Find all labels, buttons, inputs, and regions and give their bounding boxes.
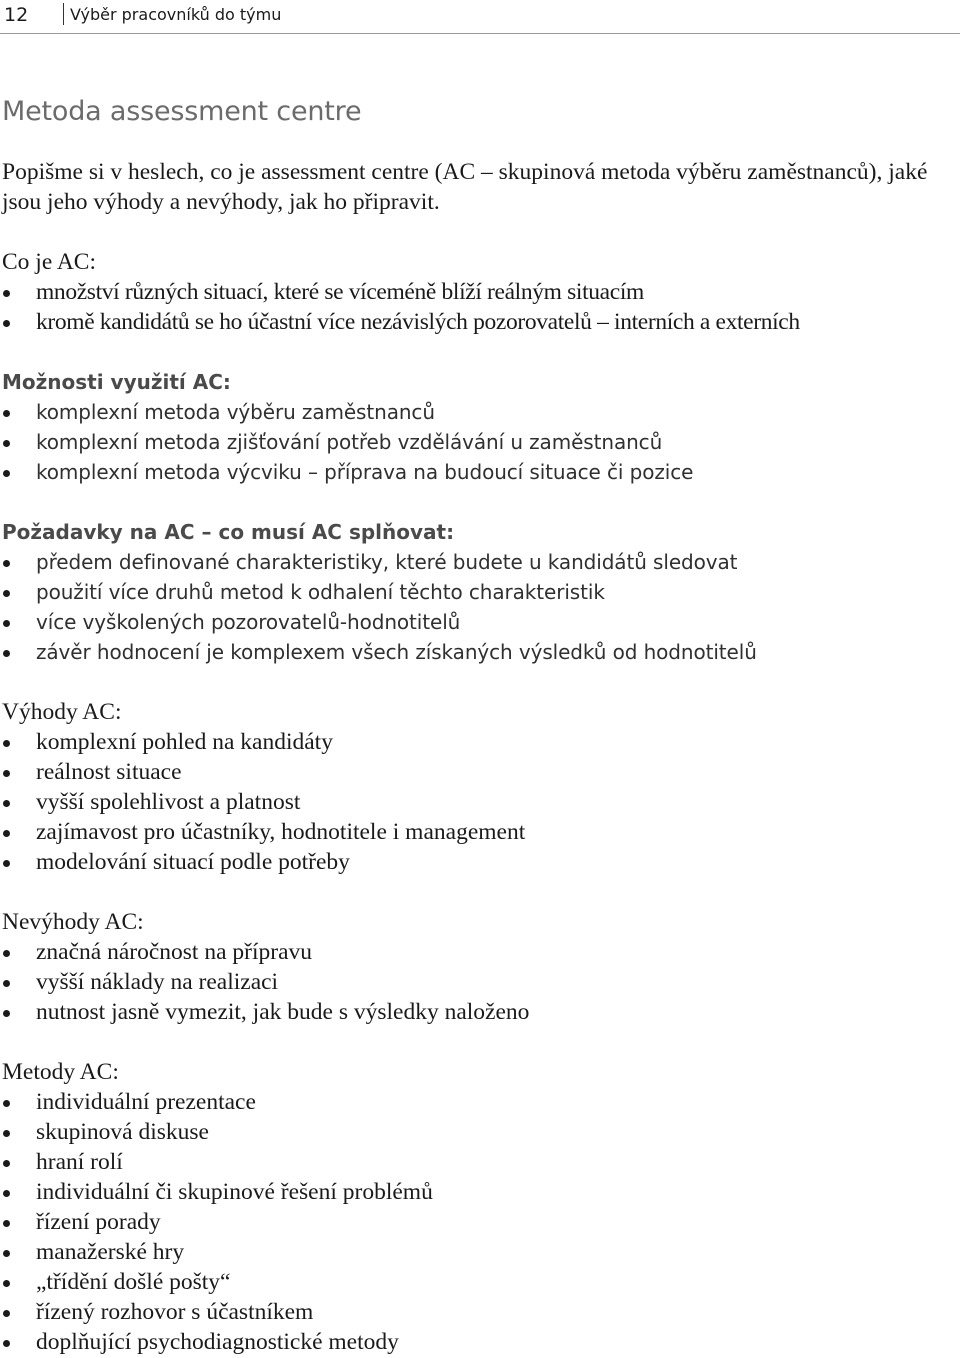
- list-item: [0, 607, 757, 637]
- list-item-text: použití více druhů metod k odhalení těchto charakteristik: [36, 580, 605, 604]
- bullet-icon: [3, 860, 10, 867]
- list-item: [0, 847, 525, 877]
- bullet-icon: [3, 800, 10, 807]
- group-heading-metody: Metody AC:: [2, 1059, 119, 1085]
- list-item: [0, 1207, 433, 1237]
- list-item-text: nutnost jasně vymezit, jak bude s výsledky naloženo: [36, 999, 530, 1025]
- list-item-text: více vyškolených pozorovatelů-hodnotitelů: [36, 610, 461, 634]
- list-nevyhody: [0, 937, 529, 1027]
- list-item: [0, 547, 757, 577]
- list-item: [0, 787, 525, 817]
- list-item-text: komplexní metoda výběru zaměstnanců: [36, 400, 435, 424]
- list-metody: [0, 1087, 433, 1357]
- list-item-text: doplňující psychodiagnostické metody: [36, 1329, 399, 1355]
- bullet-icon: [3, 560, 10, 567]
- list-co-je-ac: [0, 277, 800, 337]
- list-item-text: značná náročnost na přípravu: [36, 939, 312, 965]
- bullet-icon: [3, 740, 10, 747]
- list-item: [0, 1267, 433, 1297]
- section-title: Metoda assessment centre: [2, 96, 362, 127]
- bullet-icon: [3, 650, 10, 657]
- bullet-icon: [3, 320, 10, 327]
- list-item: [0, 457, 693, 487]
- bullet-icon: [3, 770, 10, 777]
- list-item-text: „třídění došlé pošty“: [36, 1269, 231, 1295]
- list-item-text: modelování situací podle potřeby: [36, 849, 350, 875]
- bullet-icon: [3, 950, 10, 957]
- list-item: [0, 277, 800, 307]
- list-item-text: vyšší náklady na realizaci: [36, 969, 279, 995]
- group-heading-vyhody: Výhody AC:: [2, 699, 122, 725]
- list-item: [0, 997, 529, 1027]
- bullet-icon: [3, 290, 10, 297]
- list-item: [0, 757, 525, 787]
- list-item-text: individuální či skupinové řešení problémů: [36, 1179, 433, 1205]
- list-item: [0, 397, 693, 427]
- bullet-icon: [3, 1250, 10, 1257]
- list-item: [0, 427, 693, 457]
- bullet-icon: [3, 1160, 10, 1167]
- bullet-icon: [3, 590, 10, 597]
- list-item: [0, 1177, 433, 1207]
- list-item-text: vyšší spolehlivost a platnost: [36, 789, 301, 815]
- list-item-text: hraní rolí: [36, 1149, 123, 1175]
- list-item-text: individuální prezentace: [36, 1089, 256, 1115]
- bullet-icon: [3, 620, 10, 627]
- bullet-icon: [3, 830, 10, 837]
- list-item: [0, 727, 525, 757]
- list-item-text: zajímavost pro účastníky, hodnotitele i management: [36, 819, 526, 845]
- list-item: [0, 817, 525, 847]
- page-number: 12: [4, 4, 29, 26]
- group-heading-moznosti: Možnosti využití AC:: [2, 370, 231, 394]
- list-item-text: reálnost situace: [36, 759, 182, 785]
- list-item-text: manažerské hry: [36, 1239, 185, 1265]
- running-head: [0, 0, 960, 34]
- bullet-icon: [3, 1340, 10, 1347]
- bullet-icon: [3, 1190, 10, 1197]
- header-divider: [63, 3, 64, 25]
- group-heading-nevyhody: Nevýhody AC:: [2, 909, 144, 935]
- list-item: [0, 1237, 433, 1267]
- running-title: Výběr pracovníků do týmu: [70, 5, 282, 24]
- list-item-text: skupinová diskuse: [36, 1119, 209, 1145]
- list-item: [0, 937, 529, 967]
- bullet-icon: [3, 1280, 10, 1287]
- list-item: [0, 1117, 433, 1147]
- bullet-icon: [3, 980, 10, 987]
- bullet-icon: [3, 1220, 10, 1227]
- list-moznosti: [0, 397, 693, 487]
- list-item-text: závěr hodnocení je komplexem všech získaných výsledků od hodnotitelů: [36, 640, 757, 664]
- list-pozadavky: [0, 547, 757, 667]
- list-item: [0, 307, 800, 337]
- bullet-icon: [3, 1100, 10, 1107]
- list-item: [0, 1147, 433, 1177]
- list-item: [0, 577, 757, 607]
- list-item-text: kromě kandidátů se ho účastní více nezávislých pozorovatelů – interních a externích: [36, 309, 800, 335]
- list-item-text: předem definované charakteristiky, které budete u kandidátů sledovat: [36, 550, 738, 574]
- group-heading-pozadavky: Požadavky na AC – co musí AC splňovat:: [2, 520, 455, 544]
- list-item: [0, 637, 757, 667]
- list-item-text: řízení porady: [36, 1209, 161, 1235]
- intro-paragraph: Popišme si v heslech, co je assessment centre (AC – skupinová metoda výběru zaměstnanců), jaké jsou jeho výhody a nevýhody, jak ho připravit.: [2, 159, 928, 215]
- bullet-icon: [3, 1130, 10, 1137]
- list-item: [0, 1087, 433, 1117]
- list-item-text: komplexní metoda výcviku – příprava na budoucí situace či pozice: [36, 460, 694, 484]
- list-item-text: komplexní metoda zjišťování potřeb vzdělávání u zaměstnanců: [36, 430, 663, 454]
- bullet-icon: [3, 1010, 10, 1017]
- list-item-text: řízený rozhovor s účastníkem: [36, 1299, 314, 1325]
- bullet-icon: [3, 1310, 10, 1317]
- list-vyhody: [0, 727, 525, 877]
- group-heading-co-je-ac: Co je AC:: [2, 249, 97, 275]
- list-item-text: komplexní pohled na kandidáty: [36, 729, 333, 755]
- bullet-icon: [3, 470, 10, 477]
- list-item: [0, 967, 529, 997]
- bullet-icon: [3, 440, 10, 447]
- list-item: [0, 1297, 433, 1327]
- bullet-icon: [3, 410, 10, 417]
- list-item-text: množství různých situací, které se víceméně blíží reálným situacím: [36, 279, 644, 305]
- list-item: [0, 1327, 433, 1357]
